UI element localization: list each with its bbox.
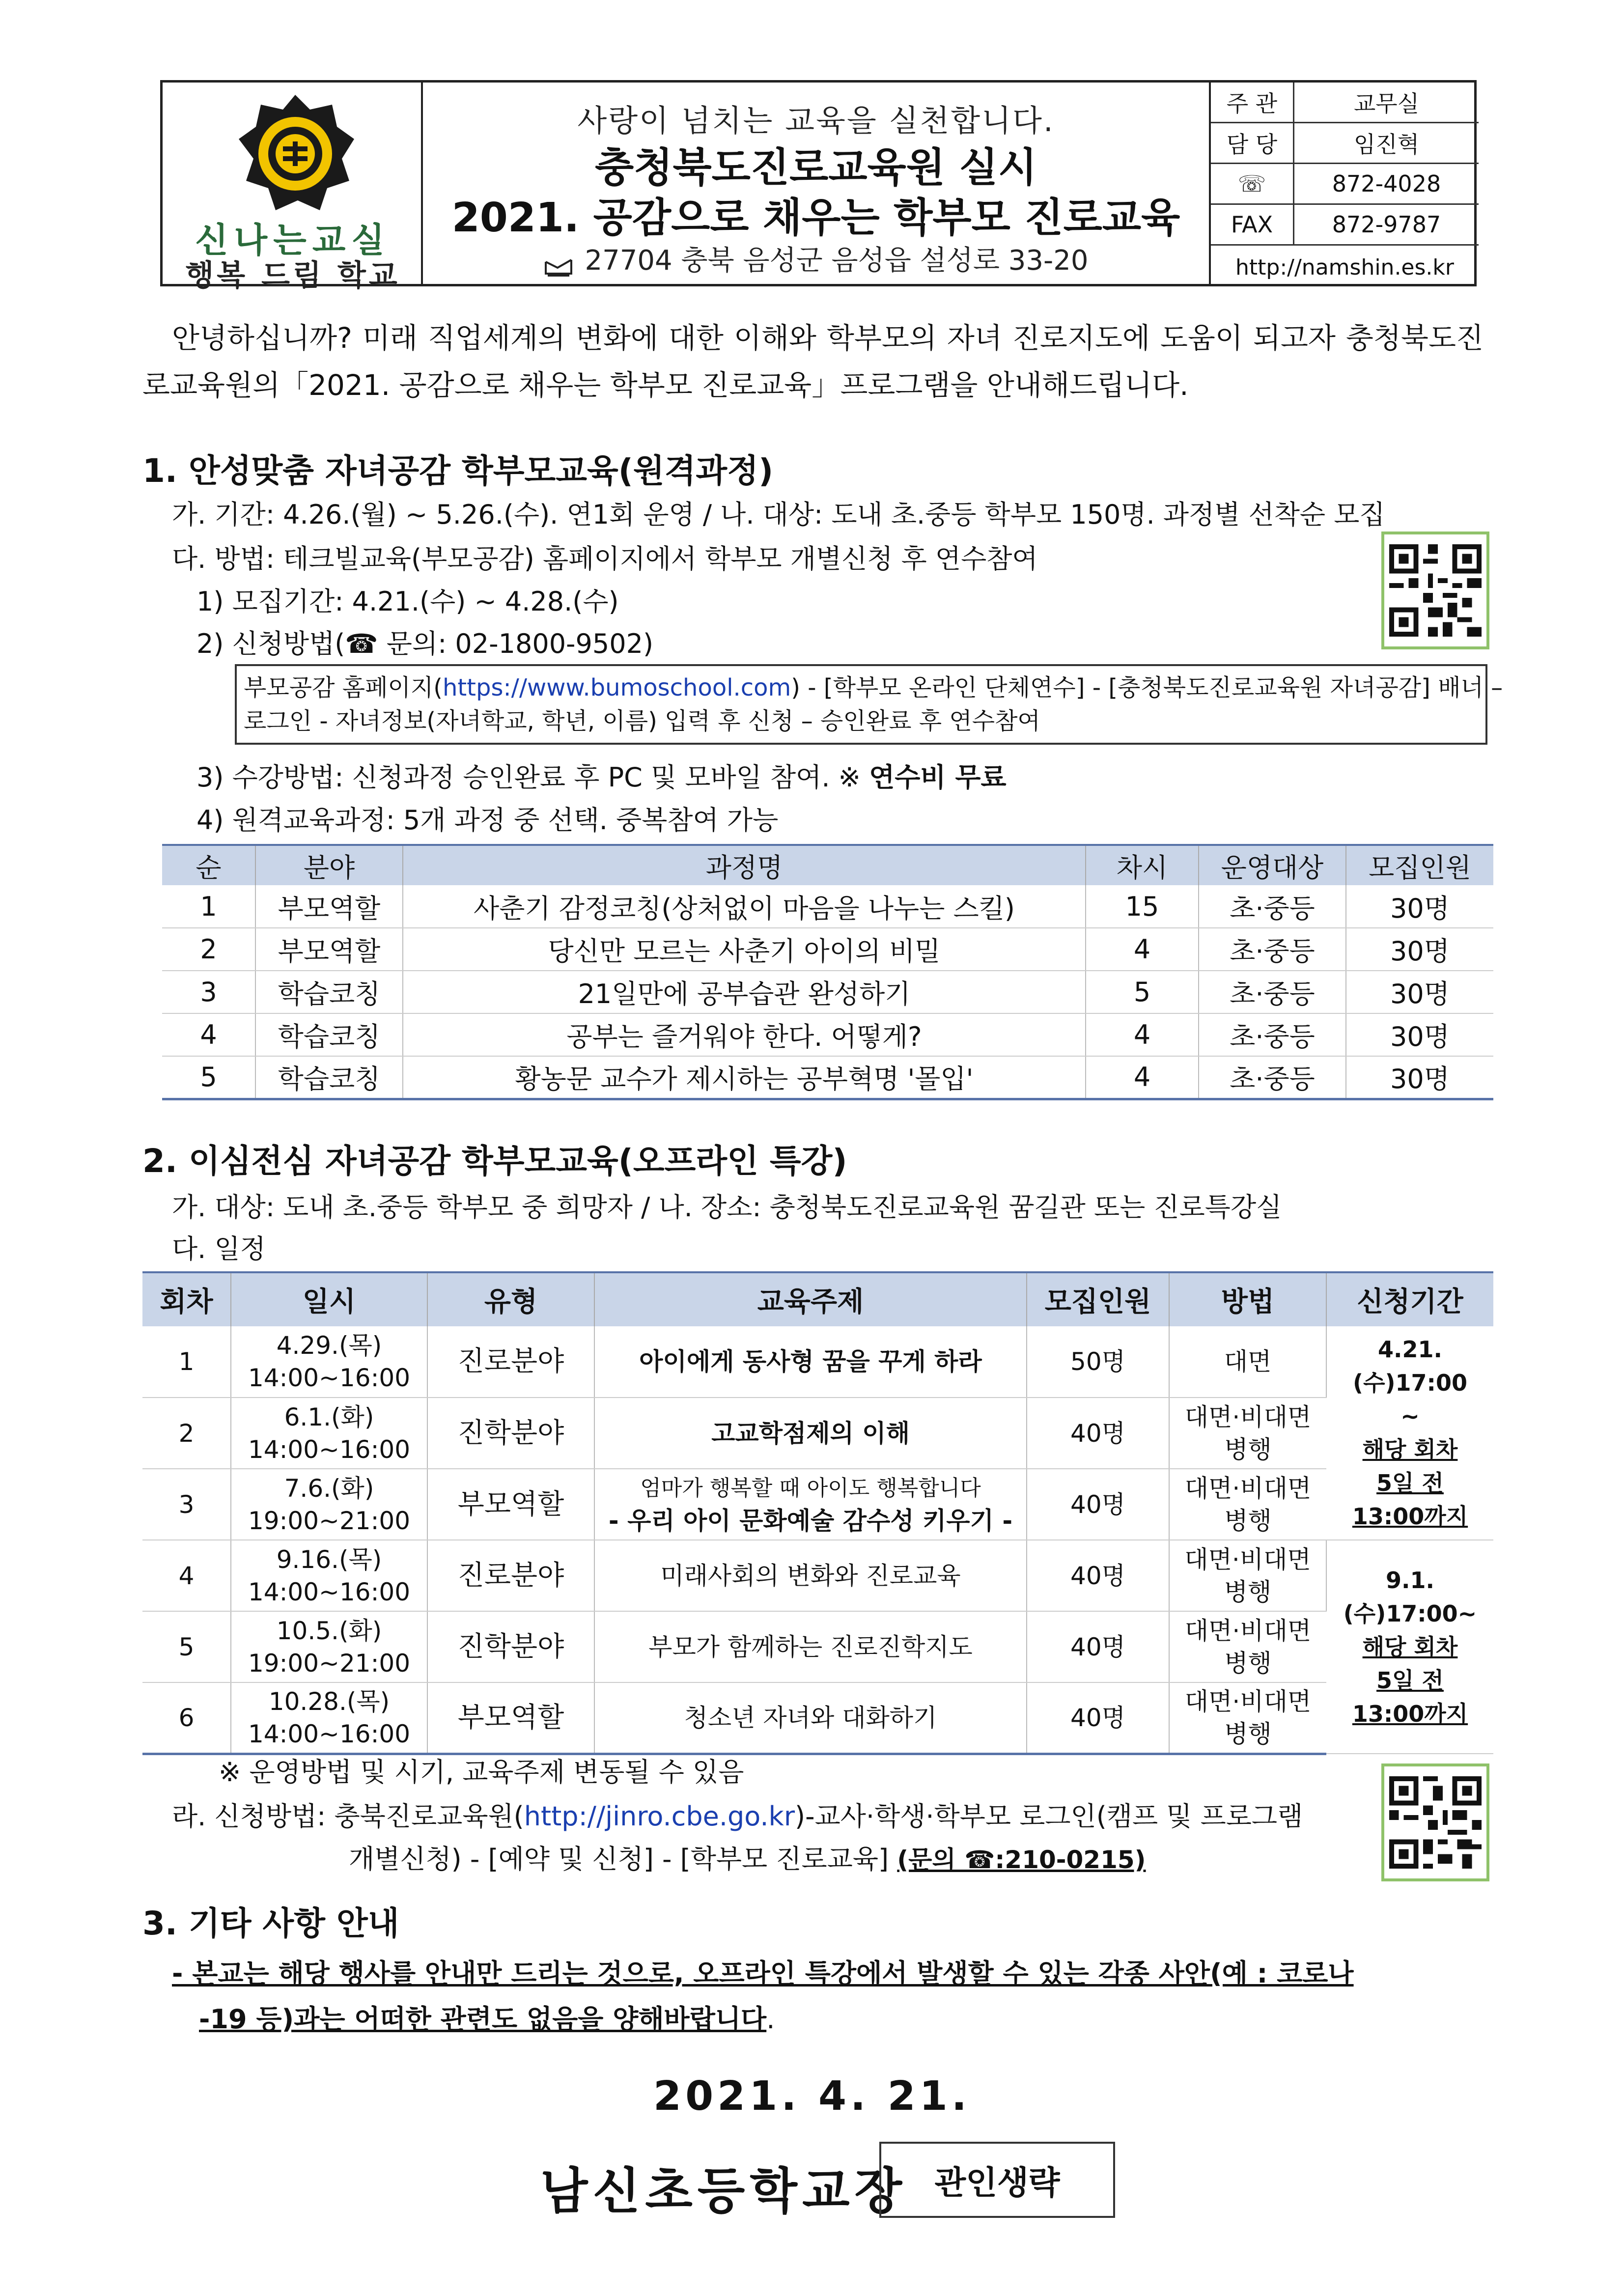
logo-cell bbox=[163, 83, 423, 293]
application-period-2: 9.1.(수)17:00~ 해당 회차 5일 전 13:00까지 bbox=[1326, 1540, 1493, 1754]
table-header-row: 회차 일시 유형 교육주제 모집인원 방법 신청기간 bbox=[142, 1272, 1493, 1326]
info-row-manager: 담 당 임진혁 bbox=[1211, 123, 1479, 164]
section2-schedule-label: 다. 일정 bbox=[172, 1233, 266, 1264]
mail-icon bbox=[544, 252, 573, 272]
section2-apply-method: 라. 신청방법: 충북진로교육원(http://jinro.cbe.go.kr)-교사·학생·학부모 로그인(캠프 및 프로그램 bbox=[172, 1801, 1303, 1832]
homepage-link[interactable]: http://namshin.es.kr bbox=[1235, 254, 1454, 280]
table-row: 5 학습코칭 황농문 교수가 제시하는 공부혁명 '몰입' 4 초·중등 30명 bbox=[162, 1056, 1493, 1099]
contact-phone: (문의 ☎:210-0215) bbox=[897, 1846, 1146, 1874]
doc-title-line2: 2021. 공감으로 채우는 학부모 진로교육 bbox=[451, 195, 1180, 241]
section2-apply-method-cont: 개별신청) - [예약 및 신청] - [학부모 진로교육] (문의 ☎:210-0215) bbox=[349, 1844, 1146, 1875]
letterhead bbox=[160, 80, 1477, 293]
table-row: 5 10.5.(화) 19:00~21:00 진학분야 부모가 함께하는 진로진학지도 40명 대면·비대면 병행 bbox=[142, 1611, 1493, 1682]
school-address: 27704 충북 음성군 음성읍 설성로 33-20 bbox=[423, 239, 1209, 278]
bumoschool-link[interactable]: https://www.bumoschool.com bbox=[442, 674, 791, 701]
logo-slogan: 신나는교실 bbox=[195, 220, 391, 260]
table-row: 4 학습코칭 공부는 즐거워야 한다. 어떻게? 4 초·중등 30명 bbox=[162, 1013, 1493, 1056]
issue-date: 2021. 4. 21. bbox=[653, 2073, 971, 2120]
intro-paragraph: 안녕하십니까? 미래 직업세계의 변화에 대한 이해와 학부모의 자녀 진로지도에 도움이 되고자 충청북도진로교육원의「2021. 공감으로 채우는 학부모 진로교육」프로그램을 안내해드립니다. bbox=[142, 321, 1484, 402]
table-row: 1 4.29.(목) 14:00~16:00 진로분야 아이에게 동사형 꿈을 꾸게 하라 50명 대면 4.21.(수)17:00 ~ 해당 회차 5일 전 13:00까지 bbox=[142, 1326, 1493, 1398]
online-course-table bbox=[162, 844, 1493, 1100]
section3-heading: 3. 기타 사항 안내 bbox=[142, 1904, 399, 1942]
section1-method: 다. 방법: 테크빌교육(부모공감) 홈페이지에서 학부모 개별신청 후 연수참여 bbox=[172, 543, 1038, 574]
school-emblem bbox=[234, 92, 357, 215]
disclaimer-line2: -19 등)과는 어떠한 관련도 없음을 양해바랍니다. bbox=[199, 2004, 775, 2035]
school-motto: 사랑이 넘치는 교육을 실천합니다. bbox=[577, 103, 1055, 139]
principal-signature: 남신초등학교장 bbox=[540, 2162, 907, 2220]
info-row-dept: 주 관 교무실 bbox=[1211, 83, 1479, 123]
info-row-phone: ☏ 872-4028 bbox=[1211, 164, 1479, 205]
table-row: 3 7.6.(화) 19:00~21:00 부모역할 엄마가 행복할 때 아이도 행복합니다 - 우리 아이 문화예술 감수성 키우기 - 40명 대면·비대면 병행 bbox=[142, 1469, 1493, 1540]
table-row: 6 10.28.(목) 14:00~16:00 부모역할 청소년 자녀와 대화하기 40명 대면·비대면 병행 bbox=[142, 1682, 1493, 1754]
title-cell bbox=[423, 83, 1209, 284]
jinro-link[interactable]: http://jinro.cbe.go.kr bbox=[524, 1801, 795, 1832]
section2-target-place: 가. 대상: 도내 초.중등 학부모 중 희망자 / 나. 장소: 충청북도진로교육원 꿈길관 또는 진로특강실 bbox=[172, 1192, 1282, 1223]
disclaimer-line1: - 본교는 해당 행사를 안내만 드리는 것으로, 오프라인 특강에서 발생할 수 있는 각종 사안(예 : 코로나 bbox=[172, 1958, 1354, 1989]
info-row-fax: FAX 872-9787 bbox=[1211, 205, 1479, 246]
section1-period-target: 가. 기간: 4.26.(월) ~ 5.26.(수). 연1회 운영 / 나. 대상: 도내 초.중등 학부모 150명. 과정별 선착순 모집 bbox=[172, 499, 1385, 530]
section1-item1: 1) 모집기간: 4.21.(수) ~ 4.28.(수) bbox=[196, 586, 619, 617]
free-tuition-note: 연수비 무료 bbox=[869, 762, 1007, 793]
section1-item4: 4) 원격교육과정: 5개 과정 중 선택. 중복참여 가능 bbox=[196, 805, 779, 836]
table-row: 2 6.1.(화) 14:00~16:00 진학분야 고교학점제의 이해 40명 대면·비대면 병행 bbox=[142, 1398, 1493, 1469]
seal-omitted-box: 관인생략 bbox=[879, 2142, 1115, 2218]
offline-lecture-table bbox=[142, 1271, 1493, 1755]
contact-info-cell bbox=[1209, 83, 1477, 284]
application-period-1: 4.21.(수)17:00 ~ 해당 회차 5일 전 13:00까지 bbox=[1326, 1326, 1493, 1540]
doc-title-line1: 충청북도진로교육원 실시 bbox=[595, 144, 1037, 191]
qr-code-bumoschool[interactable] bbox=[1381, 532, 1489, 649]
table-row: 3 학습코칭 21일만에 공부습관 완성하기 5 초·중등 30명 bbox=[162, 971, 1493, 1013]
table-row: 2 부모역할 당신만 모르는 사춘기 아이의 비밀 4 초·중등 30명 bbox=[162, 928, 1493, 971]
schedule-change-note: ※ 운영방법 및 시기, 교육주제 변동될 수 있음 bbox=[219, 1757, 744, 1788]
application-steps-box: 부모공감 홈페이지(https://www.bumoschool.com) - [학부모 온라인 단체연수] - [충청북도진로교육원 자녀공감] 배너 – 로그인 - 자녀정보(자녀학교, 학년, 이름) 입력 후 신청 – 승인완료 후 연수참여 bbox=[235, 664, 1487, 745]
table-header-row: 순 분야 과정명 차시 운영대상 모집인원 bbox=[162, 845, 1493, 885]
section2-heading: 2. 이심전심 자녀공감 학부모교육(오프라인 특강) bbox=[142, 1142, 847, 1180]
phone-icon: ☏ bbox=[1211, 164, 1294, 203]
qr-code-jinro[interactable] bbox=[1381, 1763, 1489, 1881]
table-row: 4 9.16.(목) 14:00~16:00 진로분야 미래사회의 변화와 진로교육 40명 대면·비대면 병행 9.1.(수)17:00~ 해당 회차 5일 전 13:00까지 bbox=[142, 1540, 1493, 1611]
table-row: 1 부모역할 사춘기 감정코칭(상처없이 마음을 나누는 스킬) 15 초·중등 30명 bbox=[162, 885, 1493, 928]
section1-item3: 3) 수강방법: 신청과정 승인완료 후 PC 및 모바일 참여. ※ 연수비 무료 bbox=[196, 762, 1007, 793]
section1-heading: 1. 안성맞춤 자녀공감 학부모교육(원격과정) bbox=[142, 452, 774, 490]
logo-subslogan: 행복 드림 학교 bbox=[185, 258, 400, 293]
section1-item2: 2) 신청방법(☎ 문의: 02-1800-9502) bbox=[196, 628, 654, 659]
